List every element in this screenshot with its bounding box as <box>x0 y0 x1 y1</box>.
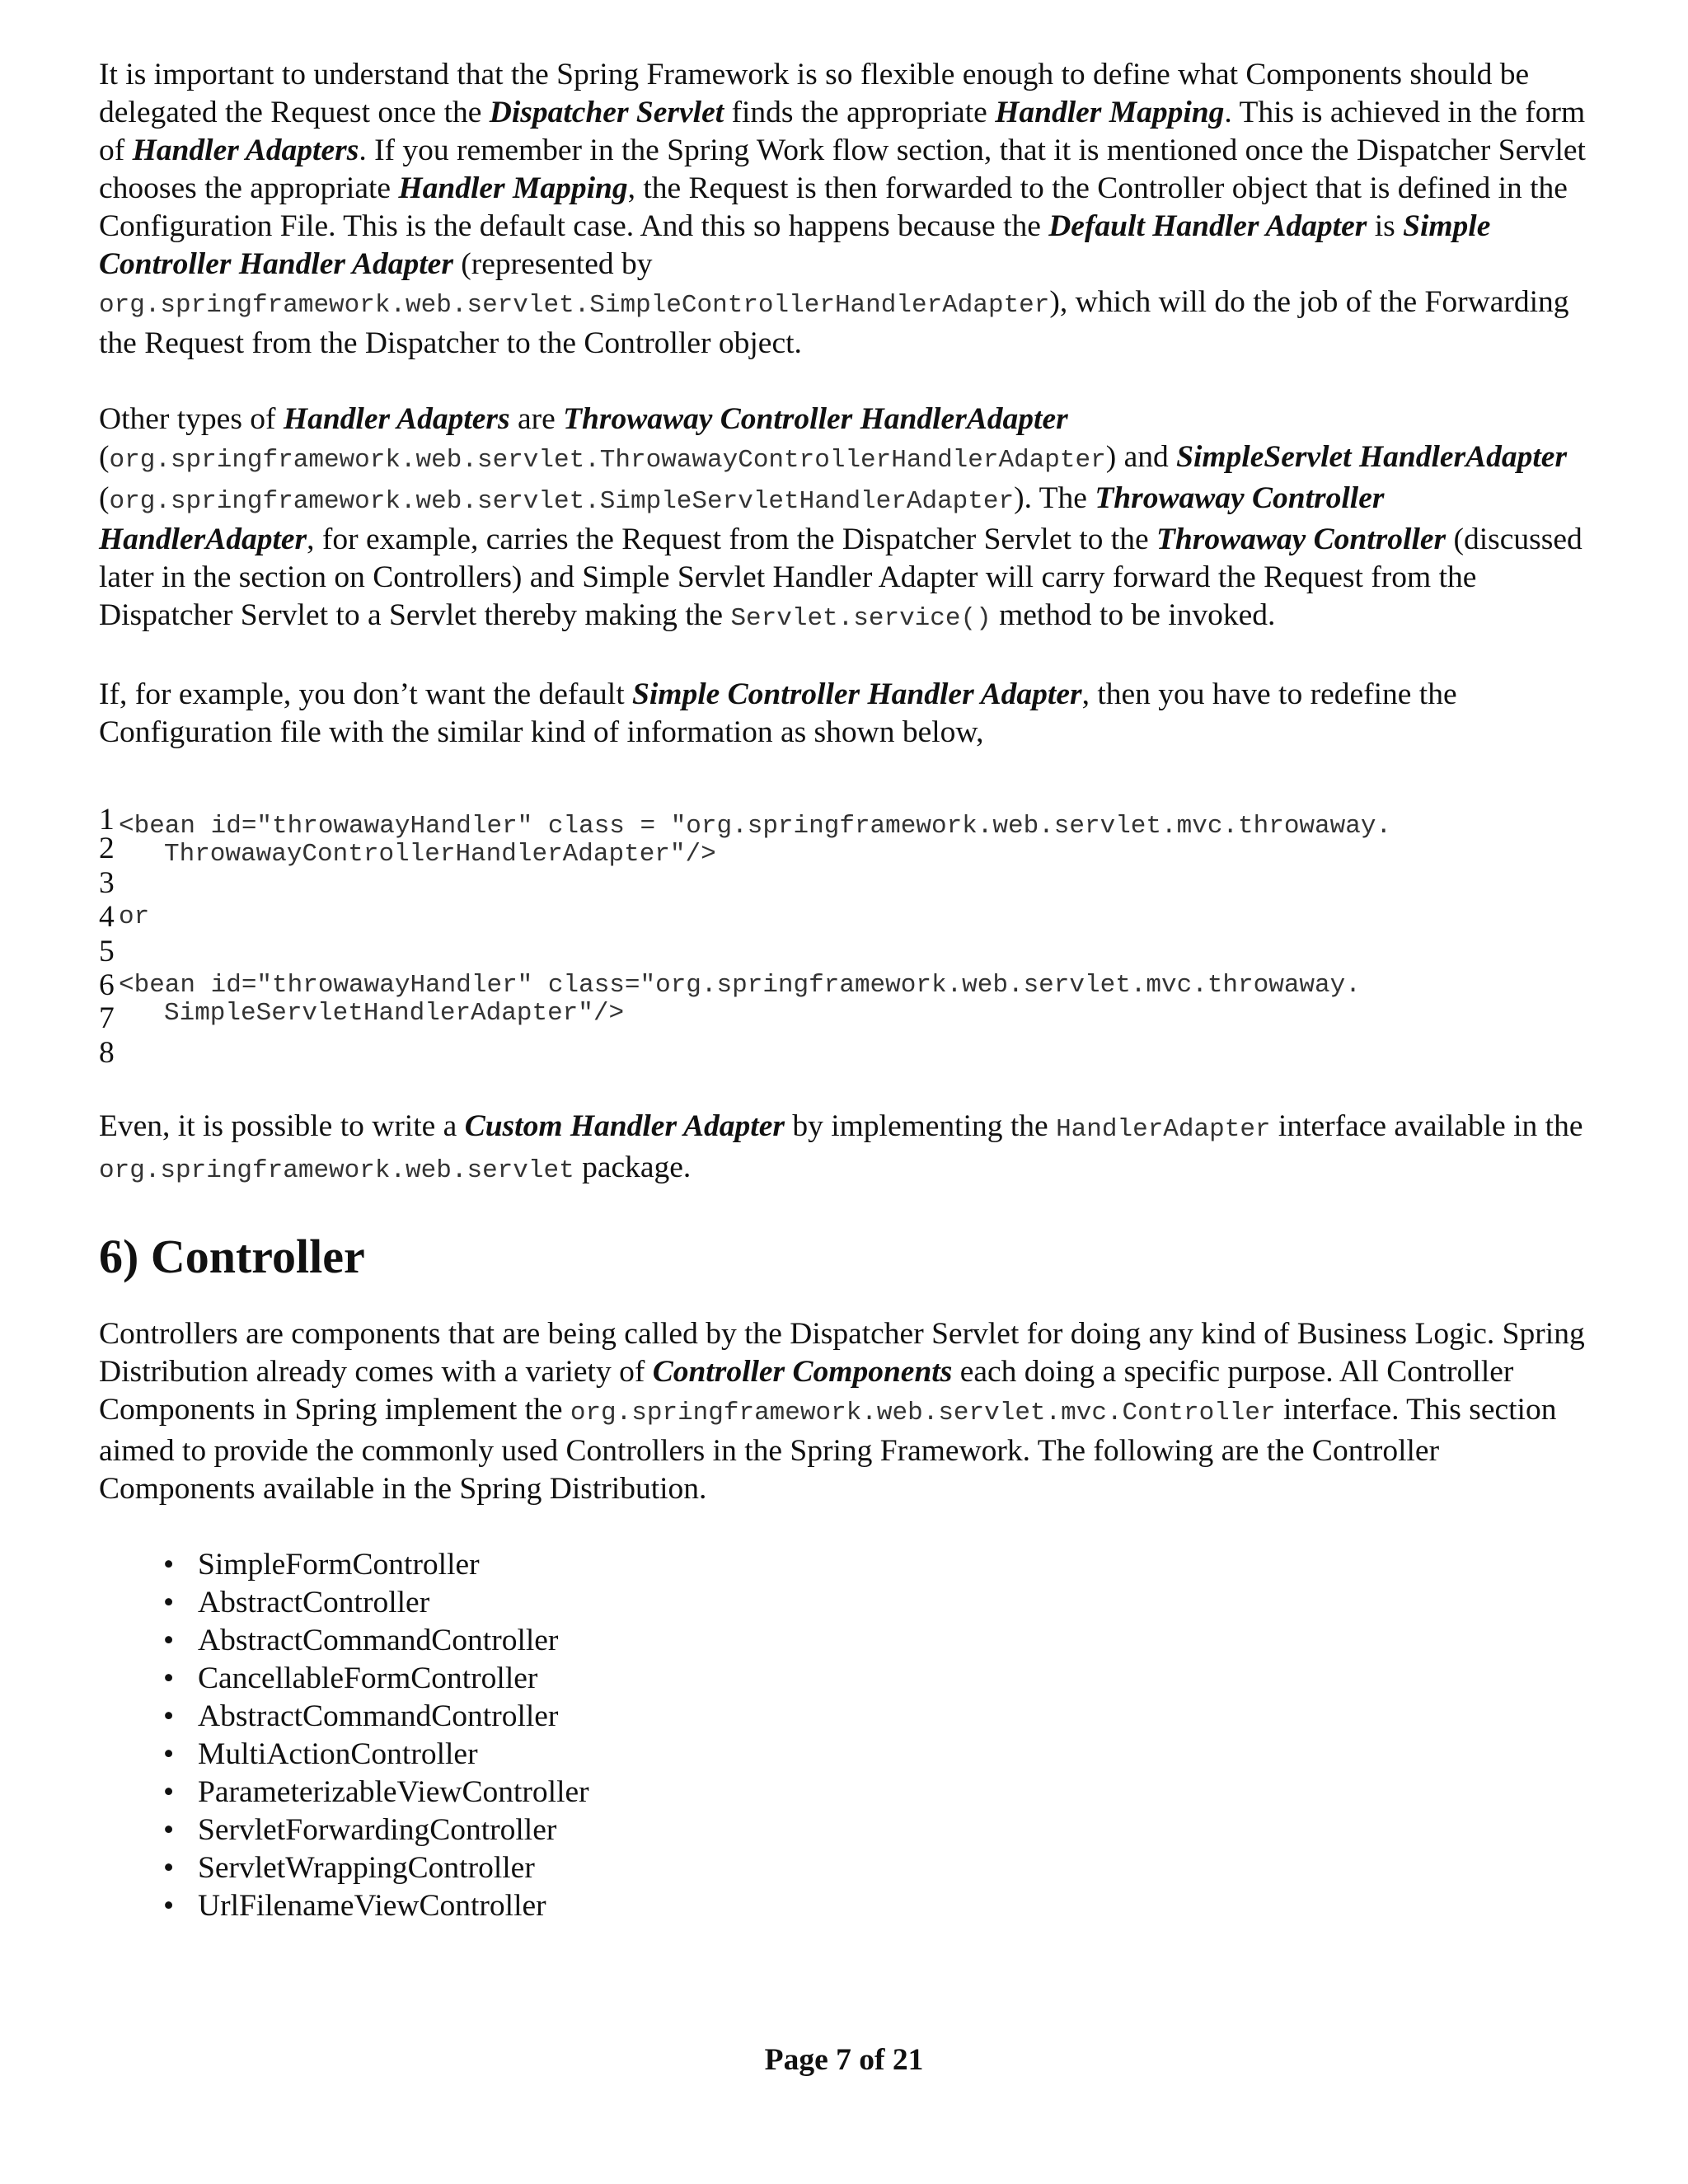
text: It is important to understand that the Spring Framework is so flexible enough to define what Components should be delegated the Request once the <box>99 58 1530 129</box>
inline-code: org.springframework.web.servlet.SimpleControllerHandlerAdapter <box>99 291 1050 320</box>
text: (discussed later in the section on Controllers) and Simple Servlet Handler Adapter will carry forward the Request from the Dispatcher Servlet to a Servlet thereby making the <box>99 523 1582 632</box>
list-item: • AbstractCommandController <box>99 1698 1599 1736</box>
emphasis-controller-components: Controller Components <box>652 1355 953 1389</box>
code-text <box>119 803 1391 869</box>
emphasis-simpleservlet-handleradapter: SimpleServlet HandlerAdapter <box>1176 440 1568 474</box>
inline-code: HandlerAdapter <box>1056 1115 1271 1144</box>
code-line <box>99 935 1599 969</box>
text: , the Request is then forwarded to the Controller object that is defined in the Configuration File. This is the default case. And this so happens because the <box>99 171 1568 243</box>
line-number: 4 <box>99 900 115 934</box>
list-item: • ServletForwardingController <box>99 1811 1599 1849</box>
line-number: 3 <box>99 865 115 900</box>
inline-code: org.springframework.web.servlet.mvc.Controller <box>570 1399 1276 1427</box>
emphasis-handler-adapters: Handler Adapters <box>283 402 510 436</box>
text: ( <box>99 440 110 474</box>
text: ) and <box>1105 440 1177 474</box>
text: Even, it is possible to write a <box>99 1109 465 1143</box>
emphasis-simple-controller-handler-adapter: Simple Controller Handler Adapter <box>632 677 1082 711</box>
code-fragment: SimpleServletHandlerAdapter"/> <box>164 999 625 1028</box>
emphasis-custom-handler-adapter: Custom Handler Adapter <box>464 1109 785 1143</box>
controller-list <box>99 1546 1599 1925</box>
text: package. <box>574 1151 692 1184</box>
emphasis-simple-controller-handler-adapter: Simple Controller Handler Adapter <box>99 209 1491 281</box>
line-number: 2 <box>99 832 115 865</box>
code-line <box>99 1036 1599 1071</box>
text: , for example, carries the Request from the Dispatcher Servlet to the <box>307 523 1156 556</box>
text: If, for example, you don’t want the default <box>99 677 633 711</box>
text: is <box>1367 209 1404 243</box>
line-number: 5 <box>99 934 115 968</box>
inline-code: Servlet.service() <box>730 604 992 633</box>
list-item: • ParameterizableViewController <box>99 1774 1599 1811</box>
text: , then you have to redefine the Configuration file with the similar kind of information as shown below, <box>99 677 1457 749</box>
emphasis-handler-adapters: Handler Adapters <box>132 134 359 167</box>
line-number: 7 <box>99 1001 115 1035</box>
text: method to be invoked. <box>991 598 1276 632</box>
text: ( <box>99 481 110 515</box>
paragraph-redefine-config <box>99 676 1599 752</box>
inline-code: org.springframework.web.servlet.SimpleServletHandlerAdapter <box>109 487 1015 516</box>
paragraph-handler-adapters-intro <box>99 56 1599 363</box>
inline-code: org.springframework.web.servlet.ThrowawayControllerHandlerAdapter <box>109 446 1106 475</box>
section-heading: 6) Controller <box>99 1230 365 1283</box>
emphasis-throwaway-controller-handleradapter: Throwaway Controller HandlerAdapter <box>99 481 1385 556</box>
text: Controllers are components that are being called by the Dispatcher Servlet for doing any kind of Business Logic. Spring Distribution already comes with a variety of <box>99 1317 1585 1389</box>
code-fragment: ThrowawayControllerHandlerAdapter"/> <box>164 840 716 869</box>
text: . This is achieved in the form of <box>99 96 1586 167</box>
list-item: • SimpleFormController <box>99 1546 1599 1584</box>
code-line <box>99 900 1599 935</box>
list-item: • UrlFilenameViewController <box>99 1887 1599 1925</box>
emphasis-throwaway-controller: Throwaway Controller <box>1156 523 1447 556</box>
code-line <box>99 803 1599 869</box>
paragraph-custom-adapter <box>99 1108 1599 1190</box>
page-number-footer: Page 7 of 21 <box>764 2043 924 2077</box>
text: finds the appropriate <box>724 96 996 129</box>
line-number: 1 <box>99 803 115 837</box>
text: (represented by <box>452 247 653 281</box>
text: interface. This section aimed to provide the commonly used Controllers in the Spring Framework. The following are the Controller Components available in the Spring Distribution. <box>99 1393 1557 1506</box>
text: are <box>509 402 564 436</box>
list-item: • MultiActionController <box>99 1736 1599 1774</box>
code-fragment: <bean id="throwawayHandler" class="org.springframework.web.servlet.mvc.throwaway. <box>119 971 1361 1000</box>
line-number: 8 <box>99 1035 115 1070</box>
document-page <box>99 56 1599 1925</box>
code-line <box>99 866 1599 901</box>
text: . If you remember in the Spring Work flow section, that it is mentioned once the Dispatcher Servlet chooses the appropriate <box>99 134 1586 205</box>
list-item: • AbstractCommandController <box>99 1622 1599 1660</box>
text: interface available in the <box>1270 1109 1583 1143</box>
emphasis-default-handler-adapter: Default Handler Adapter <box>1048 209 1367 243</box>
text: ). The <box>1014 481 1095 515</box>
emphasis-throwaway-controller-handleradapter: Throwaway Controller HandlerAdapter <box>563 402 1068 436</box>
text: by implementing the <box>784 1109 1057 1143</box>
text: each doing a specific purpose. All Controller Components in Spring implement the <box>99 1355 1514 1427</box>
code-listing <box>99 803 1599 1070</box>
list-item: • AbstractController <box>99 1584 1599 1622</box>
paragraph-controllers <box>99 1315 1599 1508</box>
emphasis-dispatcher-servlet: Dispatcher Servlet <box>489 96 724 129</box>
text: ), which will do the job of the Forwarding the Request from the Dispatcher to the Controller object. <box>99 285 1569 360</box>
text: Other types of <box>99 402 284 436</box>
list-item: • CancellableFormController <box>99 1660 1599 1698</box>
code-fragment: <bean id="throwawayHandler" class = "org.springframework.web.servlet.mvc.throwaway. <box>119 812 1392 841</box>
paragraph-other-adapters <box>99 401 1599 638</box>
line-number: 6 <box>99 968 115 1002</box>
list-item: • ServletWrappingController <box>99 1849 1599 1887</box>
emphasis-handler-mapping: Handler Mapping <box>995 96 1225 129</box>
inline-code: org.springframework.web.servlet <box>99 1156 574 1185</box>
code-text <box>119 968 1361 1028</box>
code-text: or <box>119 902 150 931</box>
emphasis-handler-mapping: Handler Mapping <box>398 171 628 205</box>
